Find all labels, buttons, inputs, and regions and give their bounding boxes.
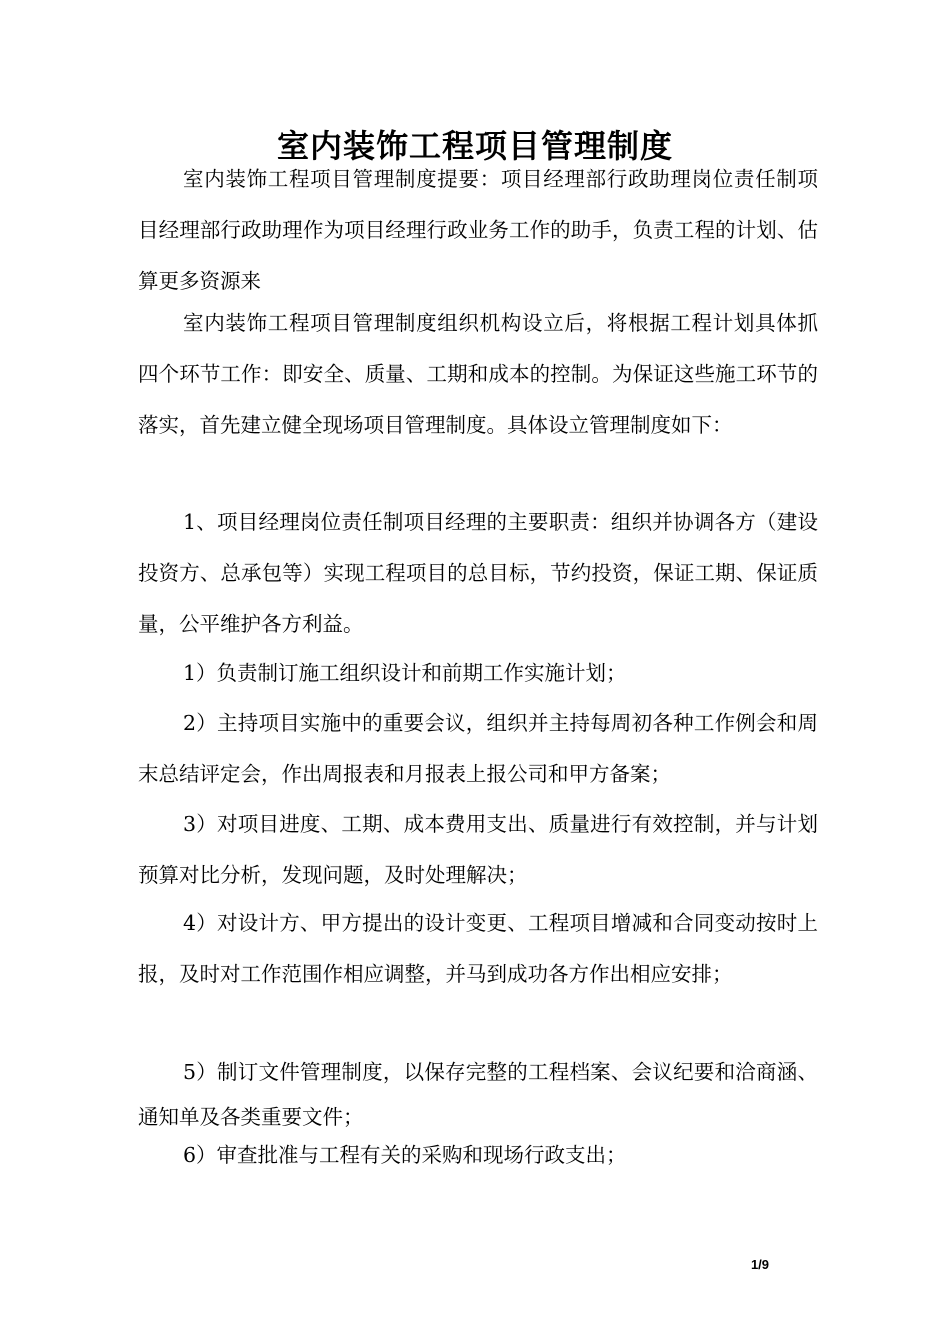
intro-paragraph: 室内装饰工程项目管理制度提要：项目经理部行政助理岗位责任制项目经理部行政助理作为项目经理行政业务工作的助手，负责工程的计划、估算更多资源来 xyxy=(138,167,818,293)
duty-item-6: 6）审查批准与工程有关的采购和现场行政支出； xyxy=(183,1143,627,1167)
duty-item-2: 2）主持项目实施中的重要会议，组织并主持每周初各种工作例会和周末总结评定会，作出周报表和月报表上报公司和甲方备案； xyxy=(138,711,818,786)
duty-item-4: 4）对设计方、甲方提出的设计变更、工程项目增减和合同变动按时上报，及时对工作范围作相应调整，并马到成功各方作出相应安排； xyxy=(138,911,818,986)
duty-item-3: 3）对项目进度、工期、成本费用支出、质量进行有效控制，并与计划预算对比分析，发现问题，及时处理解决； xyxy=(138,812,818,887)
duty-item-1: 1）负责制订施工组织设计和前期工作实施计划； xyxy=(183,661,627,685)
organization-paragraph: 室内装饰工程项目管理制度组织机构设立后，将根据工程计划具体抓四个环节工作：即安全、质量、工期和成本的控制。为保证这些施工环节的落实，首先建立健全现场项目管理制度。具体设立管理制度如下： xyxy=(138,311,818,437)
page-number: 1/9 xyxy=(750,1257,770,1272)
document-title: 室内装饰工程项目管理制度 xyxy=(276,127,673,166)
manager-role-paragraph: 1、项目经理岗位责任制项目经理的主要职责：组织并协调各方（建设投资方、总承包等）实现工程项目的总目标，节约投资，保证工期、保证质量，公平维护各方利益。 xyxy=(138,510,818,636)
duty-item-5: 5）制订文件管理制度，以保存完整的工程档案、会议纪要和洽商涵、通知单及各类重要文件； xyxy=(138,1060,818,1129)
